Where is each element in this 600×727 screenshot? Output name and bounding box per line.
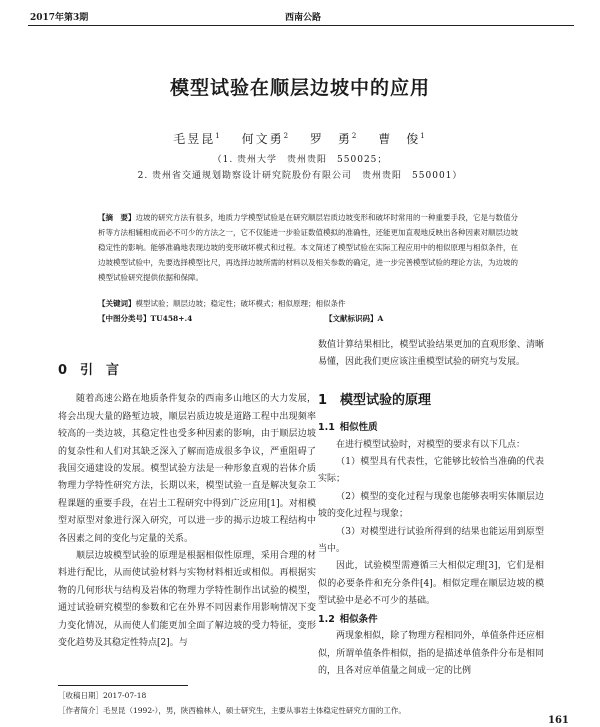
header-rule (28, 25, 574, 26)
paragraph: （1）模型具有代表性，它能够比较恰当准确的代表实际； (318, 457, 544, 485)
author-mark: 1 (215, 132, 222, 140)
author-list (0, 130, 600, 147)
document-code-value: A (377, 314, 384, 323)
article-title: 模型试验在顺层边坡中的应用 (169, 77, 430, 99)
document-code (325, 313, 383, 324)
subsection-number: 1.2 (318, 613, 335, 625)
abstract (98, 210, 518, 285)
section-heading (318, 392, 544, 409)
affiliation-1: （1. 贵州大学 贵州贵阳 550025； (212, 155, 388, 165)
right-column (318, 337, 544, 680)
author-name: 毛昱昆 (173, 132, 216, 146)
document-code-label: 【文献标识码】 (325, 314, 378, 323)
paragraph: 因此，试验模型需遵循三大相似定理[3]，它们是相似的必要条件和充分条件[4]。相似定理在顺层边坡的模型试验中是必不可少的基础。 (318, 561, 544, 607)
paragraph: 随着高速公路在地质条件复杂的西南多山地区的大力发展，将会出现大量的路堑边坡，顺层岩质边坡是道路工程中出现频率较高的一类边坡，其稳定性也受多种因素的影响，由于顺层边坡的复杂性和人们对其缺乏深入了解而造成很多争议，严重阻碍了我国交通建设的发展。模型试验方法是一种形象直观的岩体介质物理力学特性研究方法，长期以来，模型试验一直是解决复杂工程课题的重要手段，在岩土工程研究中得到广泛应用[1]。对相模型对原型对象进行深入研究，可以进一步的揭示边坡工程结构中各因素之间的变化与定量的关系。 (58, 394, 316, 544)
footnote-author: ［作者简介］毛昱昆（1992-），男，陕西榆林人，硕士研究生，主要从事岩土体稳定性研究方面的工作。 (58, 706, 406, 715)
paragraph: （3）对模型进行试验所得到的结果也能运用到原型当中。 (318, 526, 544, 555)
classification-label: 【中图分类号】 (98, 314, 151, 323)
abstract-label: 【摘 要】 (98, 213, 136, 222)
page-number: 161 (548, 715, 569, 726)
left-column (58, 362, 316, 653)
running-header-issue: 2017年第3期 (30, 13, 89, 23)
subsection-heading (318, 611, 544, 628)
paragraph: 两现象相似，除了物理方程相同外，单值条件还应相似，所谓单值条件相似，指的是描述单值条件分布是相同的，且各对应单值量之间成一定的比例 (318, 631, 544, 676)
keywords-text: 模型试验；顺层边坡；稳定性；破坏模式；相似原理；相似条件 (135, 299, 346, 308)
paragraph: 在进行模型试验时，对模型的要求有以下几点： (336, 439, 526, 450)
author-mark: 2 (351, 132, 359, 140)
keywords-label: 【关键词】 (98, 299, 136, 308)
author-mark: 1 (420, 132, 427, 140)
subsection-heading (318, 419, 544, 436)
footnote-received: ［收稿日期］2017-07-18 (58, 691, 147, 700)
author-name: 罗 勇 (309, 132, 352, 146)
subsection-number: 1.1 (318, 422, 335, 434)
section-number: 0 (58, 363, 68, 378)
subsection-title: 相似性质 (339, 422, 378, 434)
running-header-journal: 西南公路 (285, 13, 322, 23)
author-mark: 2 (283, 132, 291, 140)
author-name: 曹 俊 (378, 132, 421, 146)
paragraph: 数值计算结果相比，模型试验结果更加的直观形象、清晰易懂，因此我们更应该注重模型试验的研究与发展。 (318, 340, 544, 368)
classification-value: TU458+.4 (150, 314, 193, 323)
footnote-rule (58, 685, 188, 686)
paragraph: 顺层边坡模型试验的原理是根据相似性原理，采用合理的材料进行配比，从而使试验材料与实物材料相近或相似。再根据实物的几何形状与结构及岩体的物理力学特性制作出试验的模型，通过试验研究模型的参数和它在外界不同因素作用影响情况下变力变化情况，从而使人们能更加全面了解边坡的受力特征，变形变化趋势及其稳定性特点[2]。与 (58, 551, 316, 649)
author-name: 何文勇 (241, 132, 284, 146)
section-heading (58, 362, 316, 379)
subsection-title: 相似条件 (339, 613, 378, 625)
abstract-text: 边坡的研究方法有很多，地质力学模型试验是在研究顺层岩质边坡变形和破坏时常用的一种重要手段，它是与数值分析等方法相辅相成而必不可少的方法之一，它不仅能进一步验证数值模拟的准确性，还能更加直观地反映出各种因素对顺层边坡稳定性的影响。能够准确地表现边坡的变形破坏模式和过程。本文简述了模型试验在实际工程应用中的相似原理与相似条件，在边坡模型试验中，先要选择模型比尺，再选择边坡所需的材料以及相关参数的确定，进一步完善模型试验的理论方法，为边坡的模型试验研究提供依据和保障。 (98, 213, 518, 282)
section-title: 引 言 (80, 363, 120, 378)
section-title: 模型试验的原理 (340, 392, 432, 408)
classification-number (98, 313, 192, 324)
keywords (98, 297, 518, 311)
affiliation-2: 2. 贵州省交通规划勘察设计研究院股份有限公司 贵州贵阳 550001） (137, 171, 463, 181)
paragraph: （2）模型的变化过程与现象也能够表明实体顺层边坡的变化过程与现象； (318, 491, 544, 520)
section-number: 1 (318, 392, 328, 408)
